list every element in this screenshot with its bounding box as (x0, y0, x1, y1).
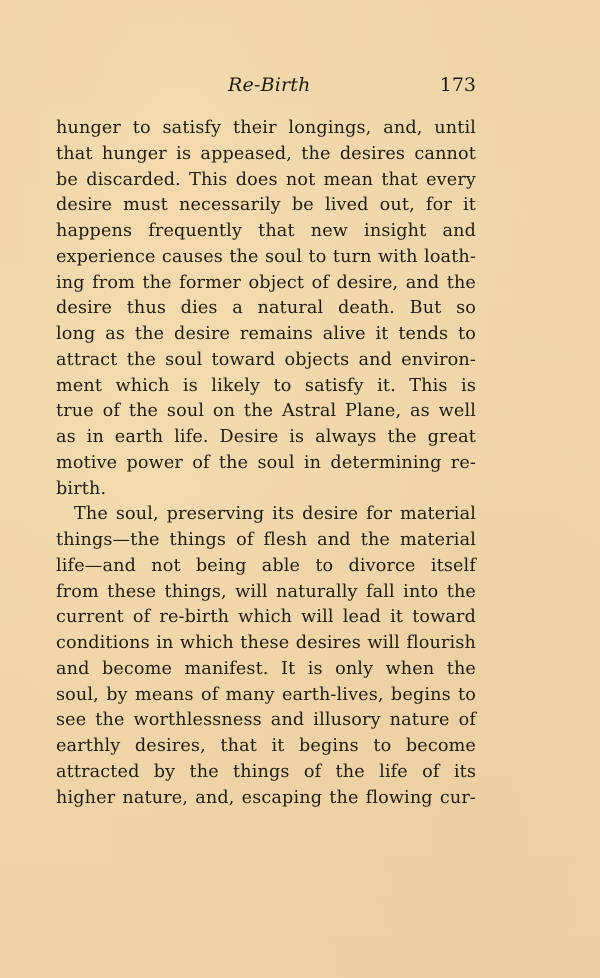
text-line: The soul, preserving its desire for material (74, 504, 476, 525)
running-head (56, 74, 476, 102)
text-line: that hunger is appeased, the desires cannot (56, 143, 476, 164)
paragraph-2 (56, 502, 476, 811)
text-line: and become manifest. It is only when the (56, 658, 476, 679)
text-line: ing from the former object of desire, and the (56, 272, 476, 293)
text-line: birth. (56, 478, 107, 499)
text-line: true of the soul on the Astral Plane, as well (56, 401, 476, 422)
text-line: current of re-birth which will lead it toward (56, 607, 476, 628)
text-line: from these things, will naturally fall into the (56, 581, 476, 602)
text-line: life—and not being able to divorce itself (56, 555, 476, 576)
text-line: hunger to satisfy their longings, and, until (56, 118, 476, 138)
running-title: Re-Birth (228, 74, 311, 96)
text-line: attracted by the things of the life of its (56, 761, 476, 782)
page-number: 173 (439, 74, 476, 96)
text-line: happens frequently that new insight and (56, 221, 476, 241)
text-line: desire thus dies a natural death. But so (56, 298, 476, 319)
text-line: higher nature, and, escaping the flowing cur- (56, 787, 476, 808)
text-line: conditions in which these desires will flourish (56, 633, 476, 653)
text-line: things—the things of flesh and the material (56, 530, 476, 550)
text-line: motive power of the soul in determining re- (56, 452, 476, 473)
text-line: ment which is likely to satisfy it. This is (56, 375, 476, 396)
text-line: desire must necessarily be lived out, for it (56, 195, 476, 216)
text-line: as in earth life. Desire is always the great (56, 427, 476, 447)
text-line: see the worthlessness and illusory nature of (56, 710, 476, 731)
text-line: attract the soul toward objects and environ- (56, 349, 476, 370)
text-line: be discarded. This does not mean that every (56, 169, 476, 190)
text-line: long as the desire remains alive it tends to (56, 324, 476, 344)
text-line: earthly desires, that it begins to become (56, 736, 476, 756)
text-line: soul, by means of many earth-lives, begins to (56, 684, 476, 705)
body-text (56, 116, 476, 811)
text-line: experience causes the soul to turn with loath- (56, 246, 476, 267)
paragraph-1 (56, 116, 476, 502)
